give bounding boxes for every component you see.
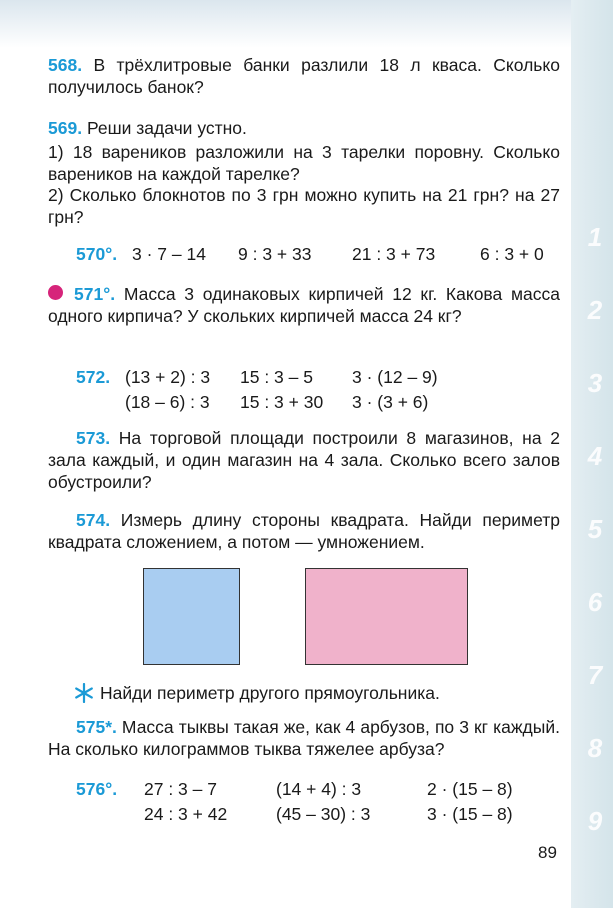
- exercise-569: [48, 117, 560, 139]
- exercise-569-q1: 1) 18 вареников разложили на 3 тарелки поровну. Сколько вареников на каждой тарелке?: [48, 142, 560, 184]
- expression: (45 – 30) : 3: [276, 804, 371, 824]
- exercise-574: [48, 509, 560, 553]
- expression: 6 : 3 + 0: [480, 244, 544, 264]
- exercise-text: В трёхлитровые банки разлили 18 л кваса. Сколько получилось банок?: [48, 55, 560, 97]
- exercise-570-number: 570°.: [76, 244, 118, 264]
- exercise-number: 574.: [76, 510, 111, 530]
- exercise-text: На торговой площади построили 8 магазинов, на 2 зала каждый, и один магазин на 4 зала. Сколько всего залов обустроили?: [48, 428, 560, 492]
- exercise-number: 571°.: [74, 284, 116, 304]
- expression: 3 · 7 – 14: [132, 244, 206, 264]
- expression: 15 : 3 + 30: [240, 392, 324, 412]
- exercise-568: [48, 54, 560, 98]
- expression: 9 : 3 + 33: [238, 244, 312, 264]
- exercise-number: 569.: [48, 118, 83, 138]
- pink-rectangle: [305, 568, 468, 665]
- side-tab-8: 8: [587, 733, 603, 763]
- expression: 3 · (3 + 6): [352, 392, 429, 412]
- exercise-573: [48, 427, 560, 493]
- expression: 2 · (15 – 8): [427, 779, 513, 799]
- exercise-text: Реши задачи устно.: [86, 118, 247, 138]
- side-tab-9: 9: [587, 806, 603, 836]
- exercise-text: Масса 3 одинаковых кирпичей 12 кг. Какова масса одного кирпича? У скольких кирпичей масса 24 кг?: [48, 284, 560, 326]
- expression: 27 : 3 – 7: [144, 779, 217, 799]
- exercise-text: Измерь длину стороны квадрата. Найди периметр квадрата сложением, а потом — умножением.: [48, 510, 560, 552]
- expression: 15 : 3 – 5: [240, 367, 313, 387]
- exercise-576-number: 576°.: [76, 779, 118, 799]
- side-tab-5: 5: [587, 514, 603, 544]
- side-tab-1: 1: [587, 222, 603, 252]
- expression: (13 + 2) : 3: [125, 367, 211, 387]
- top-gradient: [0, 0, 613, 48]
- expression: (18 – 6) : 3: [125, 392, 210, 412]
- expression: (14 + 4) : 3: [276, 779, 362, 799]
- expression: 3 · (15 – 8): [427, 804, 513, 824]
- expression: 24 : 3 + 42: [144, 804, 228, 824]
- exercise-572-number: 572.: [76, 367, 111, 387]
- blue-square: [143, 568, 240, 665]
- side-tab-3: 3: [587, 368, 603, 398]
- expression: 21 : 3 + 73: [352, 244, 436, 264]
- snowflake-icon: [74, 683, 94, 703]
- expression: 3 · (12 – 9): [352, 367, 438, 387]
- exercise-575: [48, 716, 560, 760]
- exercise-number: 573.: [76, 428, 111, 448]
- side-tab-4: 4: [587, 441, 603, 471]
- exercise-text: Масса тыквы такая же, как 4 арбузов, по 3 кг каждый. На сколько килограммов тыква тяжелее арбуза?: [48, 717, 560, 759]
- side-tab-6: 6: [587, 587, 603, 617]
- side-tab-7: 7: [587, 660, 603, 690]
- bonus-task: Найди периметр другого прямоугольника.: [100, 683, 440, 703]
- side-tab-2: 2: [587, 295, 603, 325]
- exercise-number: 568.: [48, 55, 83, 75]
- exercise-569-q2: 2) Сколько блокнотов по 3 грн можно купить на 21 грн? на 27 грн?: [48, 185, 560, 227]
- page-number: 89: [538, 843, 557, 862]
- exercise-number: 575*.: [76, 717, 117, 737]
- exercise-571: [48, 283, 560, 327]
